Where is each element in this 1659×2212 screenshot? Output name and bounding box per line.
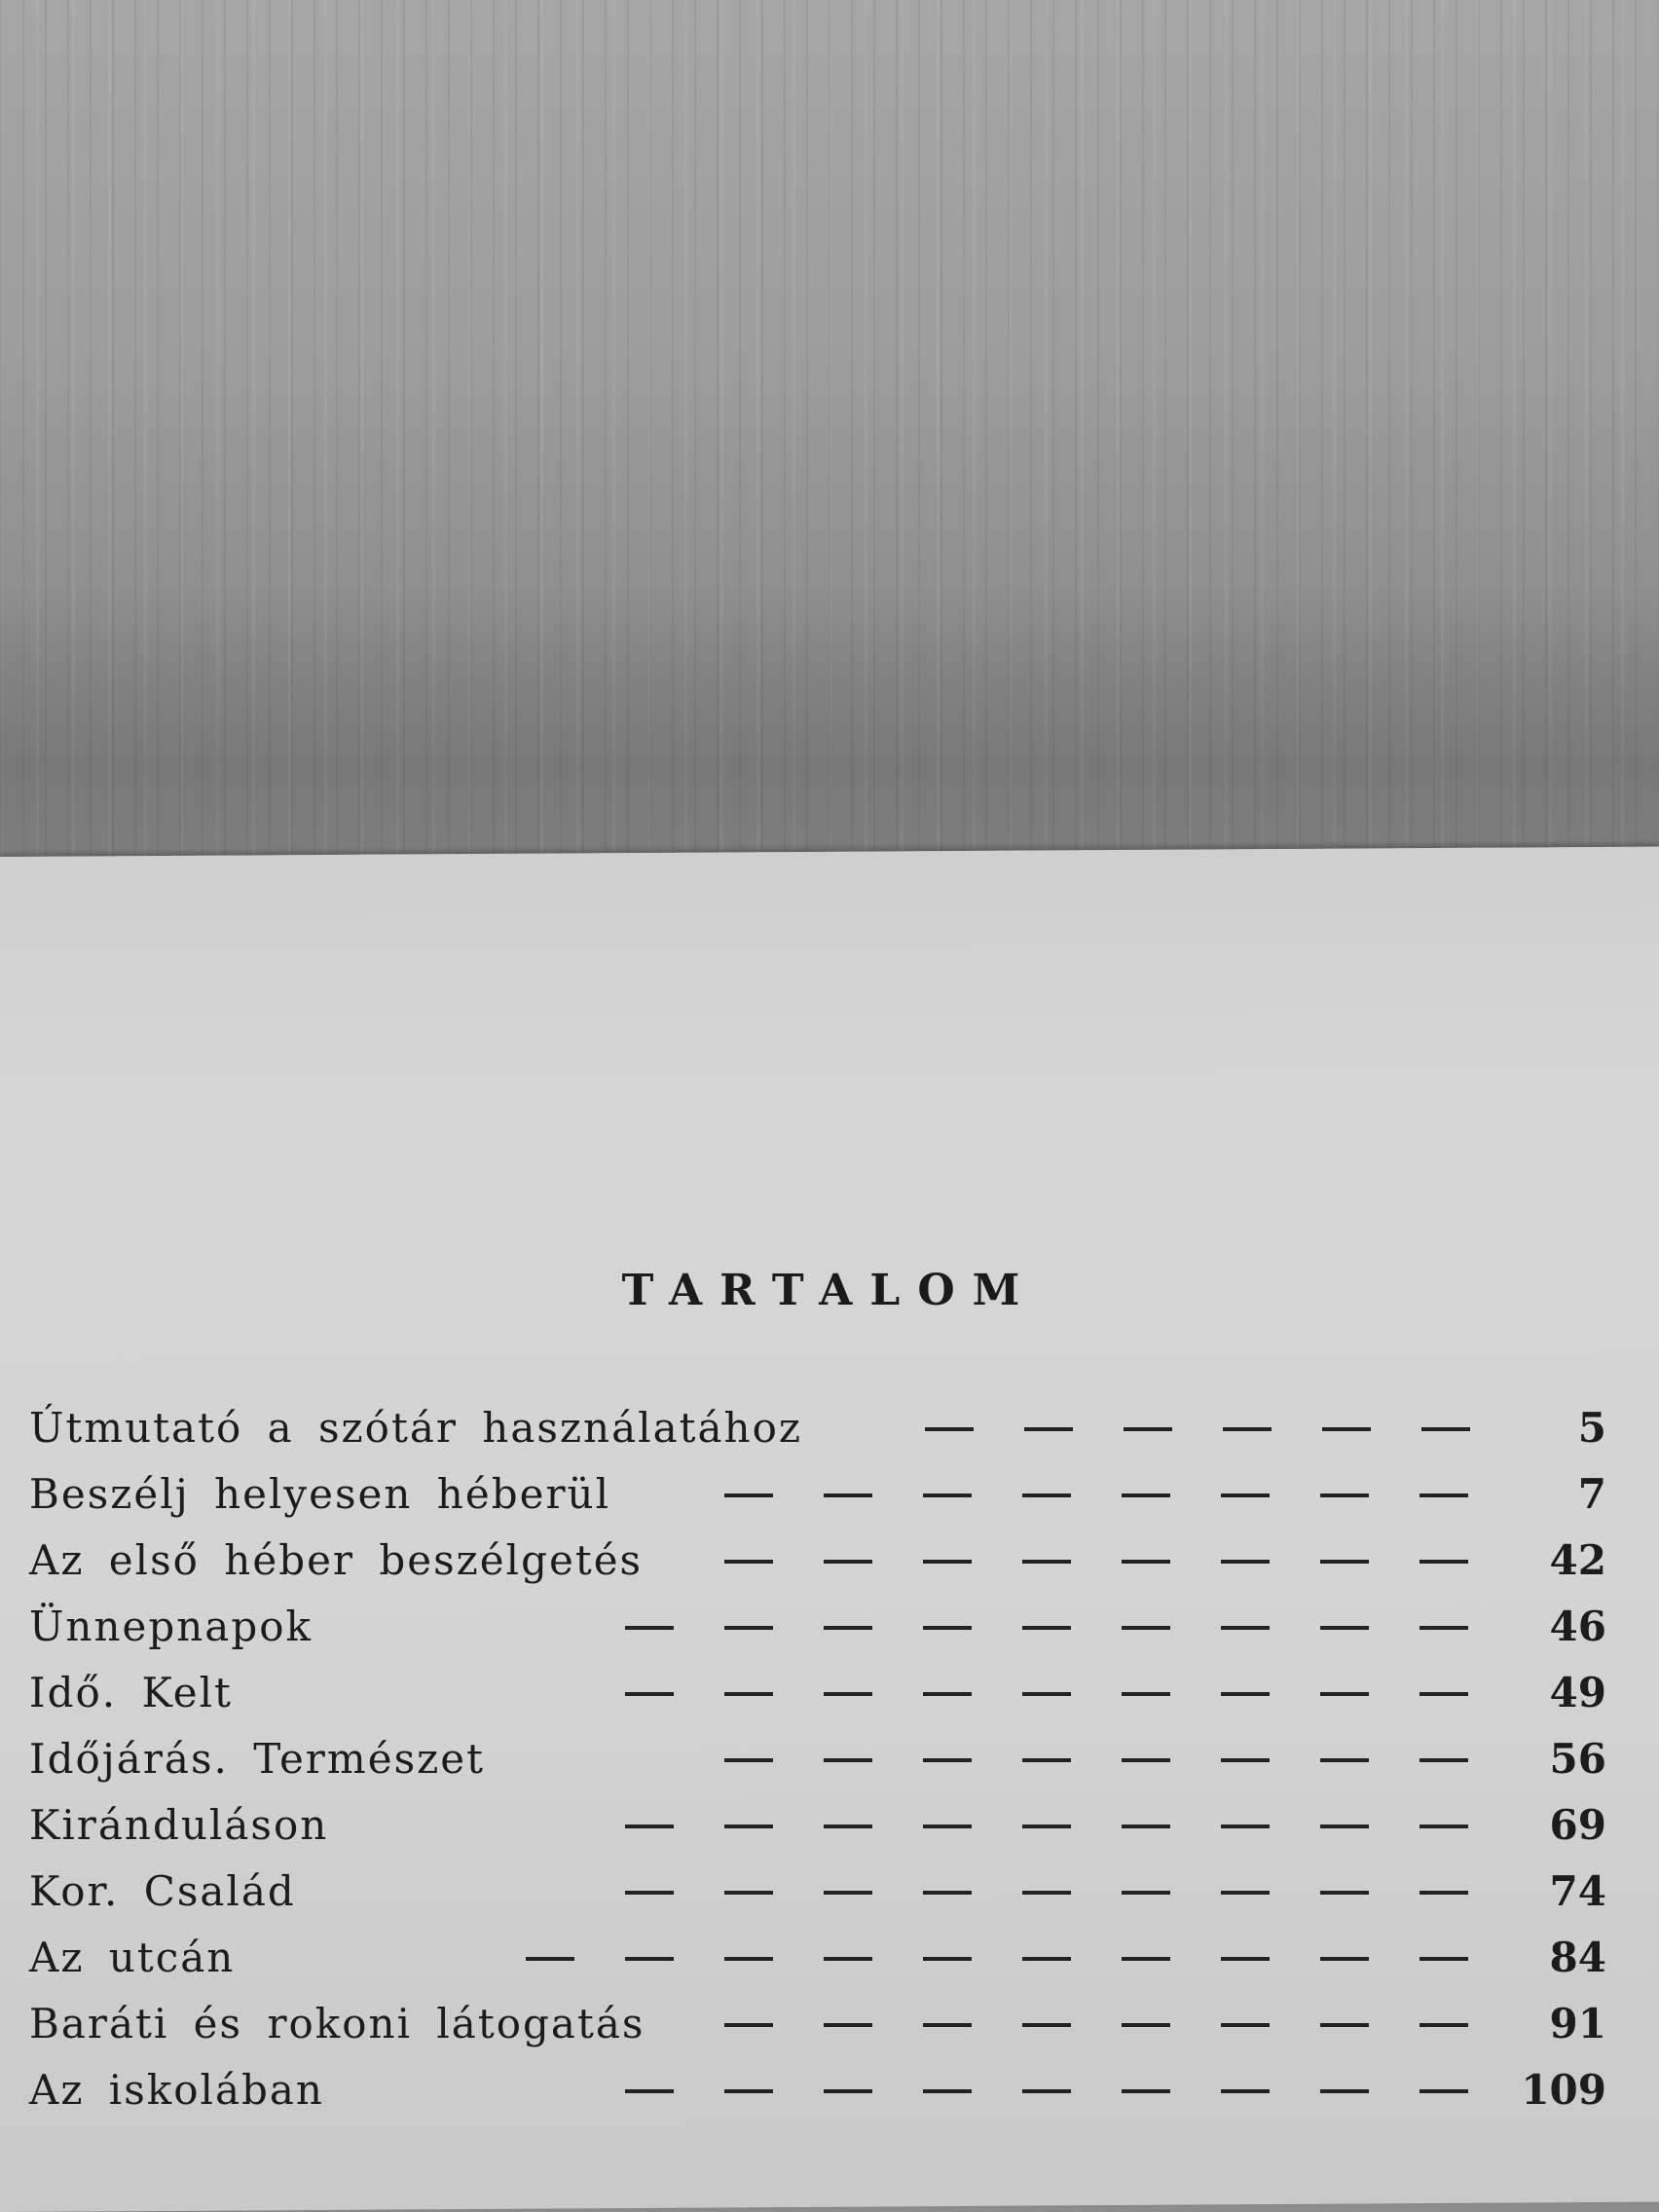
toc-leader-dashes	[925, 1427, 1470, 1431]
toc-entry	[29, 1791, 1606, 1858]
toc-entry-label: Ünnepnapok	[29, 1602, 313, 1650]
toc-leader-dashes	[724, 1493, 1470, 1497]
toc-entry-page: 74	[1549, 1866, 1606, 1915]
toc-entry-label: Időjárás. Természet	[29, 1734, 485, 1783]
toc-entry-page: 109	[1521, 2065, 1606, 2114]
toc-entry	[29, 1394, 1606, 1460]
toc-entry-label: Idő. Kelt	[29, 1668, 233, 1716]
toc-entry-label: Útmutató a szótár használatához	[29, 1403, 803, 1452]
toc-leader-dashes	[625, 1891, 1470, 1895]
toc-leader-dashes	[724, 2023, 1470, 2027]
toc-entry-page: 69	[1549, 1800, 1606, 1849]
toc-entry	[29, 1990, 1606, 2056]
toc-entry	[29, 1725, 1606, 1791]
contents-title: TARTALOM	[621, 1266, 1038, 1315]
toc-entry-label: Baráti és rokoni látogatás	[29, 1999, 645, 2047]
toc-entry-label: Az első héber beszélgetés	[29, 1535, 644, 1584]
toc-entry-page: 84	[1549, 1933, 1606, 1981]
toc-entry	[29, 1924, 1606, 1990]
toc-entry-label: Az iskolában	[29, 2065, 324, 2114]
toc-entry	[29, 1659, 1606, 1725]
toc-entry	[29, 1593, 1606, 1659]
table-of-contents	[29, 1394, 1606, 2122]
toc-leader-dashes	[625, 1825, 1470, 1828]
toc-leader-dashes	[625, 1626, 1470, 1630]
toc-entry-page: 91	[1549, 1999, 1606, 2047]
toc-leader-dashes	[625, 2089, 1470, 2093]
toc-entry	[29, 1527, 1606, 1593]
toc-entry-label: Az utcán	[29, 1933, 236, 1981]
toc-entry-page: 5	[1577, 1403, 1606, 1452]
toc-leader-dashes	[724, 1560, 1470, 1564]
toc-entry	[29, 2056, 1606, 2122]
toc-entry-page: 42	[1549, 1535, 1606, 1584]
toc-entry-label: Beszélj helyesen héberül	[29, 1469, 610, 1518]
toc-entry	[29, 1858, 1606, 1924]
toc-entry-page: 49	[1549, 1668, 1606, 1716]
toc-leader-dashes	[625, 1692, 1470, 1696]
toc-leader-dashes	[526, 1957, 1470, 1961]
toc-entry-page: 7	[1577, 1469, 1606, 1518]
toc-entry-page: 46	[1549, 1602, 1606, 1650]
toc-entry-label: Kor. Család	[29, 1866, 296, 1915]
toc-entry-label: Kiránduláson	[29, 1800, 329, 1849]
toc-entry-page: 56	[1549, 1734, 1606, 1783]
toc-leader-dashes	[724, 1758, 1470, 1762]
toc-entry	[29, 1460, 1606, 1527]
cover-shadow	[0, 584, 1659, 886]
